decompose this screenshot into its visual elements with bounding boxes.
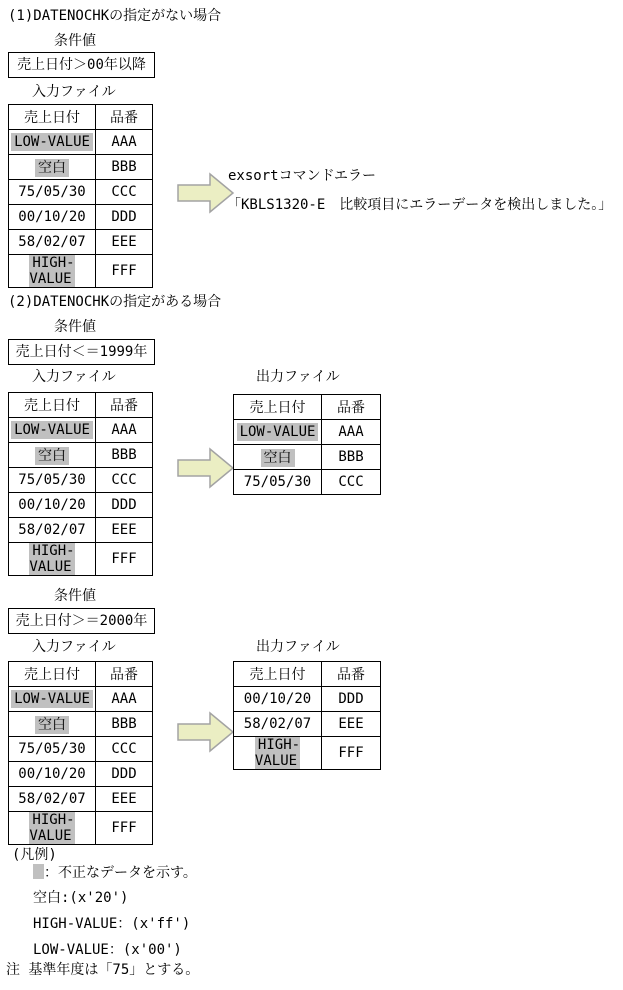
table-row [9, 812, 153, 845]
item-cell: EEE [96, 518, 153, 543]
flow-arrow-icon [177, 447, 235, 489]
item-cell: AAA [96, 687, 153, 712]
date-cell: 00/10/20 [9, 762, 96, 787]
invalid-value: HIGH-VALUE [29, 255, 75, 287]
item-cell: FFF [322, 737, 381, 770]
table-header-row [9, 105, 153, 130]
table-row [9, 712, 153, 737]
table-row [9, 230, 153, 255]
section2a-input-file-label: 入力ファイル [32, 369, 116, 385]
legend-high-value: HIGH-VALUE：(x'ff') [33, 916, 191, 932]
table-row [9, 493, 153, 518]
section1-title: (1)DATENOCHKの指定がない場合 [8, 8, 222, 24]
section2-title: (2)DATENOCHKの指定がある場合 [8, 294, 222, 310]
date-cell: 00/10/20 [234, 687, 322, 712]
item-cell: FFF [96, 255, 153, 288]
column-header-item-number: 品番 [96, 105, 153, 130]
invalid-value: HIGH-VALUE [29, 543, 75, 575]
table-row [234, 687, 381, 712]
table-row [9, 418, 153, 443]
table-row [9, 762, 153, 787]
table-row [9, 205, 153, 230]
invalid-value: 空白 [35, 159, 69, 177]
table-row [9, 468, 153, 493]
invalid-value: 空白 [35, 716, 69, 734]
item-cell: EEE [96, 230, 153, 255]
item-cell: CCC [96, 468, 153, 493]
date-cell: 75/05/30 [9, 737, 96, 762]
item-cell: BBB [96, 712, 153, 737]
section2b-output-file-label: 出力ファイル [256, 639, 340, 655]
invalid-value: LOW-VALUE [11, 133, 93, 151]
section2b-output-table [233, 661, 381, 770]
invalid-value: HIGH-VALUE [29, 812, 75, 844]
item-cell: BBB [322, 445, 381, 470]
column-header-sales-date: 売上日付 [9, 393, 96, 418]
date-cell: 75/05/30 [9, 468, 96, 493]
column-header-item-number: 品番 [322, 395, 381, 420]
invalid-value: 空白 [261, 449, 295, 467]
error-message-line2: 「KBLS1320-E 比較項目にエラーデータを検出しました。」 [227, 197, 613, 213]
invalid-value: LOW-VALUE [11, 421, 93, 439]
column-header-sales-date: 売上日付 [9, 105, 96, 130]
table-row [9, 687, 153, 712]
table-row [234, 737, 381, 770]
item-cell: BBB [96, 155, 153, 180]
section2a-condition-box: 売上日付＜＝1999年 [8, 339, 155, 365]
section1-condition-label: 条件値 [54, 33, 96, 49]
table-header-row [9, 662, 153, 687]
section2a-input-table [8, 392, 153, 576]
table-row [9, 543, 153, 576]
item-cell: AAA [96, 418, 153, 443]
legend-blank: 空白:(x'20') [33, 890, 129, 906]
table-row [9, 787, 153, 812]
item-cell: DDD [96, 762, 153, 787]
item-cell: DDD [322, 687, 381, 712]
item-cell: DDD [96, 493, 153, 518]
item-cell: FFF [96, 812, 153, 845]
section2b-condition-label: 条件値 [54, 588, 96, 604]
date-cell: 58/02/07 [9, 230, 96, 255]
flow-arrow-icon [177, 711, 235, 753]
date-cell: 75/05/30 [9, 180, 96, 205]
table-row [234, 420, 381, 445]
table-row [9, 255, 153, 288]
legend-title: (凡例) [12, 847, 57, 863]
invalid-value: LOW-VALUE [11, 690, 93, 708]
error-message-line1: exsortコマンドエラー [228, 168, 377, 184]
date-cell: 75/05/30 [234, 470, 322, 495]
table-row [9, 130, 153, 155]
item-cell: BBB [96, 443, 153, 468]
section1-input-file-label: 入力ファイル [32, 84, 116, 100]
table-row [9, 443, 153, 468]
column-header-item-number: 品番 [322, 662, 381, 687]
column-header-sales-date: 売上日付 [9, 662, 96, 687]
date-cell: 00/10/20 [9, 493, 96, 518]
legend-low-value: LOW-VALUE：(x'00') [33, 942, 182, 958]
footnote: 注 基準年度は「75」とする。 [6, 962, 200, 978]
table-header-row [9, 393, 153, 418]
invalid-data-swatch [33, 864, 44, 879]
item-cell: EEE [96, 787, 153, 812]
section2b-condition-box: 売上日付＞＝2000年 [8, 608, 155, 634]
table-row [9, 518, 153, 543]
item-cell: CCC [96, 737, 153, 762]
table-row [234, 470, 381, 495]
invalid-value: HIGH-VALUE [254, 737, 301, 769]
table-row [234, 712, 381, 737]
section1-input-table [8, 104, 153, 288]
table-header-row [234, 395, 381, 420]
invalid-value: 空白 [35, 447, 69, 465]
invalid-value: LOW-VALUE [237, 423, 319, 441]
column-header-item-number: 品番 [96, 393, 153, 418]
column-header-sales-date: 売上日付 [234, 395, 322, 420]
item-cell: DDD [96, 205, 153, 230]
column-header-sales-date: 売上日付 [234, 662, 322, 687]
date-cell: 58/02/07 [234, 712, 322, 737]
item-cell: AAA [96, 130, 153, 155]
table-row [234, 445, 381, 470]
item-cell: FFF [96, 543, 153, 576]
table-row [9, 737, 153, 762]
table-header-row [234, 662, 381, 687]
date-cell: 00/10/20 [9, 205, 96, 230]
section2a-output-table [233, 394, 381, 495]
item-cell: CCC [322, 470, 381, 495]
section2a-condition-label: 条件値 [54, 319, 96, 335]
legend-invalid-text: ：不正なデータを示す。 [44, 865, 197, 881]
item-cell: CCC [96, 180, 153, 205]
date-cell: 58/02/07 [9, 518, 96, 543]
table-row [9, 180, 153, 205]
section1-condition-box: 売上日付＞00年以降 [8, 52, 155, 78]
section2b-input-file-label: 入力ファイル [32, 639, 116, 655]
section2a-output-file-label: 出力ファイル [256, 369, 340, 385]
date-cell: 58/02/07 [9, 787, 96, 812]
section2b-input-table [8, 661, 153, 845]
table-row [9, 155, 153, 180]
legend-invalid-row [33, 864, 197, 882]
item-cell: EEE [322, 712, 381, 737]
column-header-item-number: 品番 [96, 662, 153, 687]
item-cell: AAA [322, 420, 381, 445]
